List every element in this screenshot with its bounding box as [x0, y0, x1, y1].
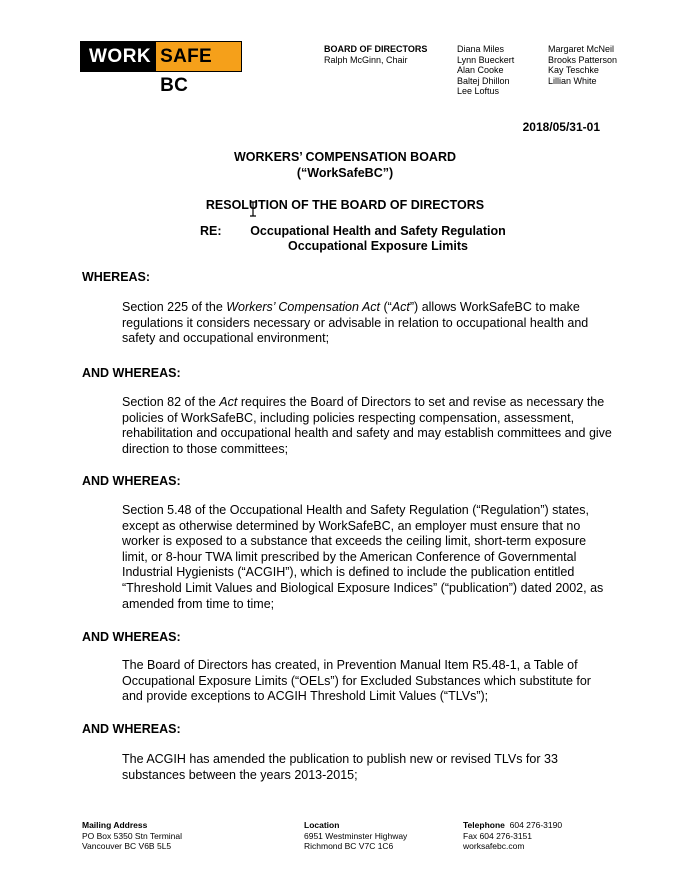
- board-member: Alan Cooke: [457, 65, 504, 75]
- footer-contact: [463, 820, 562, 852]
- section-heading: AND WHEREAS:: [82, 630, 181, 644]
- footer-mailing-address: [82, 820, 182, 852]
- section-paragraph: The ACGIH has amended the publication to publish new or revised TLVs for 33 substances between the years 2013-2015;: [122, 752, 558, 782]
- section-paragraph: Section 225 of the Workers’ Compensation Act (“Act”) allows WorkSafeBC to make regulations it considers necessary or advisable in relation to occupational health and safety and occupational environment;: [122, 300, 589, 346]
- board-member: Lillian White: [548, 75, 597, 86]
- re-subject-line: Occupational Health and Safety Regulation: [250, 224, 506, 238]
- section-heading: WHEREAS:: [82, 270, 151, 284]
- footer-label: Mailing Address: [82, 820, 148, 830]
- board-chair: Ralph McGinn, Chair: [324, 55, 408, 65]
- board-member: Lee Loftus: [457, 86, 500, 96]
- section-paragraph: Section 5.48 of the Occupational Health and Safety Regulation (“Regulation”) states, except as otherwise determined by WorkSafeBC, an employer must ensure that no worker is exposed to a substance that exceeds the ceiling limit, short-term exposure limit, or 8-hour TWA limit prescribed by the American Conference of Governmental Industrial Hygienists (“ACGIH”), which is defined to include the publication entitled “Threshold Limit Values and Biological Exposure Indices” (“publication”) dated 2002, as amended from time to time;: [122, 503, 604, 611]
- text-cursor-icon: [249, 201, 257, 217]
- website-link[interactable]: worksafebc.com: [463, 841, 525, 851]
- re-subject-line: Occupational Exposure Limits: [288, 239, 468, 253]
- worksafebc-logo: [80, 41, 242, 96]
- section-paragraph: Section 82 of the Act requires the Board of Directors to set and revise as necessary the policies of WorkSafeBC, including policies respecting compensation, assessment, rehabilitation and occupational health and safety and may establish committees and give direction to those committees;: [122, 395, 612, 456]
- document-subtitle: (“WorkSafeBC”): [296, 166, 394, 180]
- board-members-col2: [548, 44, 617, 86]
- re-subject: [228, 224, 528, 254]
- footer-line: 6951 Westminster Highway: [304, 830, 408, 841]
- footer-line: Vancouver BC V6B 5L5: [82, 841, 172, 851]
- footer-line: PO Box 5350 Stn Terminal: [82, 830, 183, 841]
- section-heading: AND WHEREAS:: [82, 366, 181, 380]
- board-member: Baltej Dhillon: [457, 75, 510, 86]
- logo-safebc-text: SAFE BC: [156, 42, 241, 71]
- board-member: Kay Teschke: [548, 65, 599, 75]
- logo-work-text: WORK: [89, 46, 152, 67]
- fax-line: Fax 604 276-3151: [463, 830, 532, 841]
- section-heading: AND WHEREAS:: [82, 474, 181, 488]
- section-paragraph: The Board of Directors has created, in Prevention Manual Item R5.48-1, a Table of Occupational Exposure Limits (“OELs”) for Excluded Substances which substitute for and provide exceptions to ACGIH Threshold Limit Values (“TLVs”);: [122, 658, 591, 704]
- footer-line: Richmond BC V7C 1C6: [304, 841, 394, 851]
- section-heading: AND WHEREAS:: [82, 722, 181, 736]
- footer-location: [304, 820, 407, 852]
- telephone-number: 604 276-3190: [509, 820, 563, 830]
- resolution-heading: RESOLUTION OF THE BOARD OF DIRECTORS: [205, 198, 485, 212]
- board-members-col1: [457, 44, 514, 97]
- board-member: Margaret McNeil: [548, 44, 615, 54]
- board-member: Diana Miles: [457, 44, 505, 54]
- board-member: Brooks Patterson: [548, 54, 618, 65]
- board-member: Lynn Bueckert: [457, 54, 515, 65]
- board-of-directors-block: [324, 44, 427, 66]
- re-label: RE:: [200, 224, 222, 238]
- footer-label: Location: [304, 820, 340, 830]
- board-title: BOARD OF DIRECTORS: [324, 44, 428, 54]
- document-title: WORKERS’ COMPENSATION BOARD: [234, 150, 456, 164]
- footer-label: Telephone: [463, 820, 505, 830]
- resolution-number: 2018/05/31-01: [522, 120, 600, 134]
